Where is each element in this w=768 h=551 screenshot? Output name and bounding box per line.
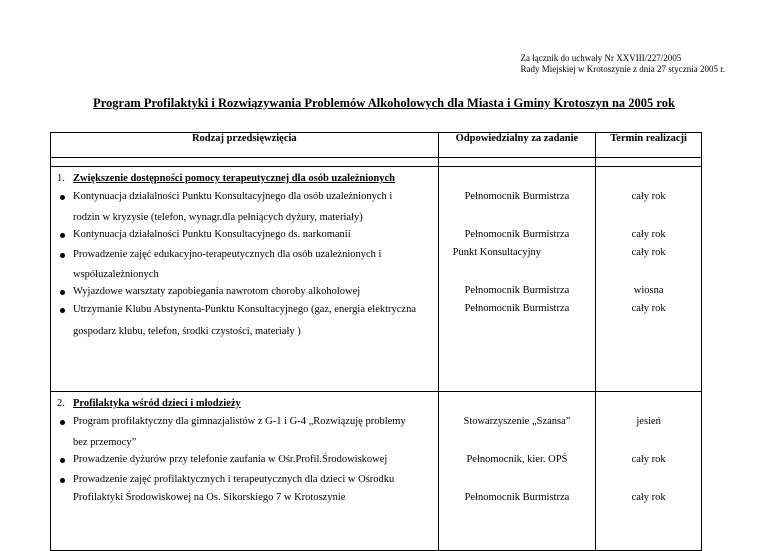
- s2-item1-line2: bez przemocy”: [73, 437, 137, 448]
- s1-item4-responsible: Pełnomocnik Burmistrza: [464, 285, 570, 296]
- s2-item1-term: jesień: [636, 416, 661, 427]
- s1-item3-line2: współuzależnionych: [73, 269, 159, 280]
- section-2-responsible: [438, 392, 596, 551]
- attachment-line-2: Rady Miejskiej w Krotoszynie z dnia 27 stycznia 2005 r.: [520, 64, 725, 74]
- section-2-number: 2.: [57, 398, 65, 409]
- s2-item3-line1: Prowadzenie zajęć profilaktycznych i terapeutycznych dla dzieci w Ośrodku: [73, 474, 395, 485]
- table-header-row: [51, 133, 702, 158]
- s1-item2-line1: Kontynuacja działalności Punktu Konsultacyjnego ds. narkomanii: [73, 229, 351, 240]
- section-1-content: [51, 167, 439, 392]
- s2-item3-responsible: Pełnomocnik Burmistrza: [464, 492, 570, 503]
- bullet-icon: [60, 420, 65, 425]
- s1-item1-line1: Kontynuacja działalności Punktu Konsultacyjnego dla osób uzależnionych i: [73, 191, 393, 202]
- section-2-row: [51, 392, 702, 551]
- s1-item1-term: cały rok: [631, 191, 666, 202]
- s1-item5-responsible: Pełnomocnik Burmistrza: [464, 303, 570, 314]
- spacer-row: [51, 158, 702, 167]
- bullet-icon: [60, 253, 65, 258]
- section-1-term: [596, 167, 702, 392]
- document-title: Program Profilaktyki i Rozwiązywania Problemów Alkoholowych dla Miasta i Gminy Krotoszyn na 2005 rok: [93, 96, 675, 110]
- s1-item2-term: cały rok: [631, 229, 666, 240]
- section-1-responsible: [438, 167, 596, 392]
- header-responsible: Odpowiedzialny za zadanie: [438, 133, 596, 158]
- header-term: Termin realizacji: [596, 133, 702, 158]
- s1-item4-term: wiosna: [633, 285, 664, 296]
- s1-item1-line2: rodzin w kryzysie (telefon, wynagr.dla pełniących dyżury, materiały): [73, 212, 363, 223]
- s1-item4-line1: Wyjazdowe warsztaty zapobiegania nawrotom choroby alkoholowej: [73, 286, 361, 297]
- bullet-icon: [60, 290, 65, 295]
- s1-item3-term: cały rok: [631, 247, 666, 258]
- bullet-icon: [60, 458, 65, 463]
- header-type: Rodzaj przedsięwzięcia: [51, 133, 439, 158]
- s2-item1-line1: Program profilaktyczny dla gimnazjalistów z G-1 i G-4 „Rozwiązuję problemy: [73, 416, 406, 427]
- s1-item5-line1: Utrzymanie Klubu Abstynenta-Punktu Konsultacyjnego (gaz, energia elektryczna: [73, 304, 416, 315]
- section-1-row: [51, 167, 702, 392]
- section-1-heading: 1. Zwiększenie dostępności pomocy terapeutycznej dla osób uzależnionych: [57, 173, 395, 184]
- attachment-note: [521, 53, 725, 75]
- section-2-content: [51, 392, 439, 551]
- attachment-line-1: Za łącznik do uchwały Nr XXVIII/227/2005: [520, 53, 682, 63]
- section-2-term: [596, 392, 702, 551]
- section-1-number: 1.: [57, 173, 65, 184]
- s1-item5-line2: gospodarz klubu, telefon, środki czystości, materiały ): [73, 326, 301, 337]
- s2-item2-term: cały rok: [631, 454, 666, 465]
- s2-item2-line1: Prowadzenie dyżurów przy telefonie zaufania w Ośr.Profil.Środowiskowej: [73, 454, 388, 465]
- s1-item5-term: cały rok: [631, 303, 666, 314]
- s1-item3-responsible: Punkt Konsultacyjny: [452, 247, 541, 258]
- s2-item2-responsible: Pełnomocnik, kier. OPŚ: [466, 454, 568, 465]
- bullet-icon: [60, 233, 65, 238]
- bullet-icon: [60, 478, 65, 483]
- s1-item1-responsible: Pełnomocnik Burmistrza: [464, 191, 570, 202]
- bullet-icon: [60, 195, 65, 200]
- s1-item2-responsible: Pełnomocnik Burmistrza: [464, 229, 570, 240]
- s2-item3-term: cały rok: [631, 492, 666, 503]
- s2-item1-responsible: Stowarzyszenie „Szansa”: [463, 416, 571, 427]
- s1-item3-line1: Prowadzenie zajęć edukacyjno-terapeutycznych dla osób uzależnionych i: [73, 249, 382, 260]
- bullet-icon: [60, 308, 65, 313]
- program-table: [50, 132, 702, 551]
- section-2-heading: 2. Profilaktyka wśród dzieci i młodzieży: [57, 398, 241, 409]
- s2-item3-line2: Profilaktyki Środowiskowej na Os. Sikorskiego 7 w Krotoszynie: [73, 492, 346, 503]
